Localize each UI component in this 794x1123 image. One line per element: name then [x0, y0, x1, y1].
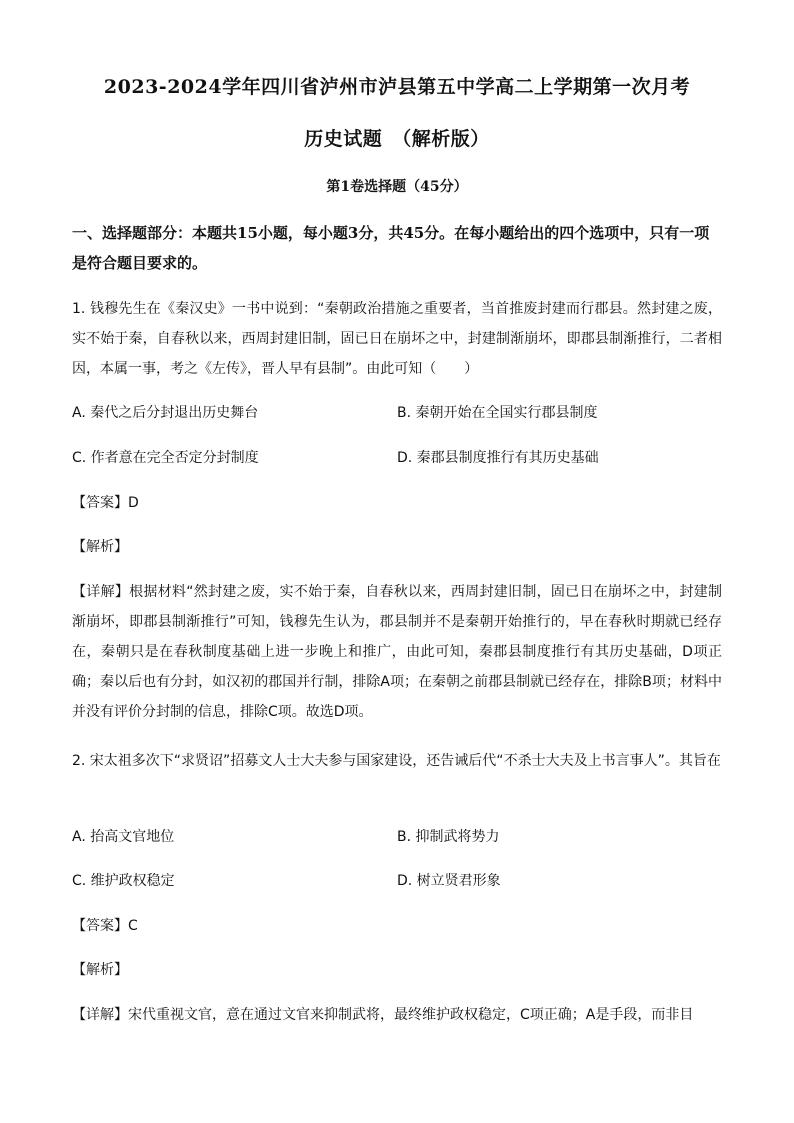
doc-title-line-2: 历史试题 （解析版） — [304, 128, 490, 150]
q2-option-a: A. 抬高文官地位 — [72, 829, 175, 845]
q2-option-b: B. 抑制武将势力 — [397, 829, 500, 845]
q1-option-c: C. 作者意在完全否定分封制度 — [72, 450, 259, 466]
q2-analysis-label: 【解析】 — [72, 962, 128, 978]
detail-label: 【详解】 — [72, 584, 130, 600]
question-1-stem: 1. 钱穆先生在《秦汉史》一书中说到：“秦朝政治措施之重要者，当首推废封建而行郡县。然封建之废，实不始于秦，自春秋以来，西周封建旧制，固已日在崩坏之中，封建制渐崩坏，即郡县制渐推行，二者相因，本属一事，考之《左传》，晋人早有县制”。由此可知（ ） — [72, 301, 722, 377]
q1-analysis-label: 【解析】 — [72, 539, 128, 555]
section-heading: 一、选择题部分：本题共15小题，每小题3分，共45分。在每小题给出的四个选项中，只有一项是符合题目要求的。 — [72, 224, 710, 272]
q1-option-a: A. 秦代之后分封退出历史舞台 — [72, 405, 259, 421]
answer-label: 【答案】 — [72, 495, 128, 511]
q2-option-c: C. 维护政权稳定 — [72, 873, 175, 889]
q2-detail — [72, 1000, 722, 1030]
volume-subtitle: 第1卷选择题（45分） — [326, 179, 468, 195]
q1-option-d: D. 秦郡县制度推行有其历史基础 — [397, 450, 599, 466]
answer-label: 【答案】 — [72, 918, 128, 934]
answer-value: C — [128, 918, 138, 934]
answer-value: D — [128, 495, 139, 511]
q1-answer — [72, 493, 139, 513]
question-2-stem: 2. 宋太祖多次下“求贤诏”招募文人士大夫参与国家建设，还告诫后代“不杀士大夫及上书言事人”。其旨在 — [72, 753, 721, 769]
q2-answer — [72, 916, 138, 936]
detail-label: 【详解】 — [72, 1007, 128, 1023]
detail-text: 根据材料“然封建之废，实不始于秦，自春秋以来，西周封建旧制，固已日在崩坏之中，封建制渐崩坏，即郡县制渐推行”可知，钱穆先生认为，郡县制并不是秦朝开始推行的，早在春秋时期就已经存在，秦朝只是在春秋制度基础上进一步晚上和推广，由此可知，秦郡县制度推行有其历史基础，D项正确；秦以后也有分封，如汉初的郡国并行制，排除A项；在秦朝之前郡县制就已经存在，排除B项；材料中并没有评价分封制的信息，排除C项。故选D项。 — [72, 584, 722, 720]
detail-text: 宋代重视文官，意在通过文官来抑制武将，最终维护政权稳定，C项正确；A是手段，而非目 — [128, 1007, 694, 1023]
q2-option-d: D. 树立贤君形象 — [397, 873, 501, 889]
q1-option-b: B. 秦朝开始在全国实行郡县制度 — [397, 405, 598, 421]
q1-detail — [72, 577, 722, 727]
doc-title-line-1: 2023-2024学年四川省泸州市泸县第五中学高二上学期第一次月考 — [103, 76, 691, 98]
